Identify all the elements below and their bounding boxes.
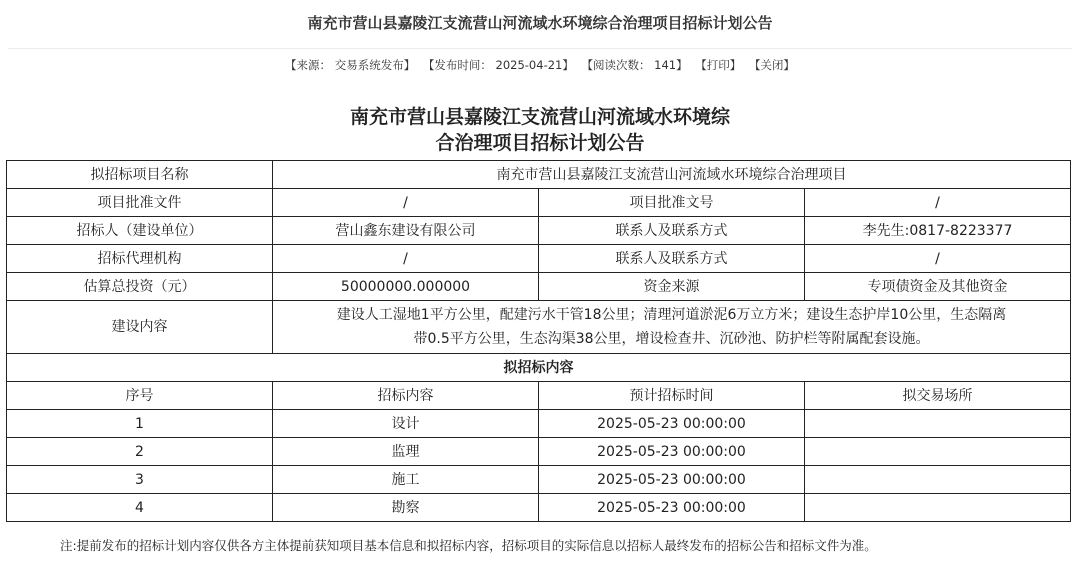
row-time: 2025-05-23 00:00:00 <box>539 410 805 438</box>
column-header: 拟交易场所 <box>805 382 1071 410</box>
contact-label: 联系人及联系方式 <box>539 217 805 245</box>
fund-source-label: 资金来源 <box>539 273 805 301</box>
project-name-label: 拟招标项目名称 <box>7 161 273 189</box>
column-header: 预计招标时间 <box>539 382 805 410</box>
agency-contact-label: 联系人及联系方式 <box>539 245 805 273</box>
read-count: 【阅读次数： 141】 <box>581 58 688 72</box>
row-number: 3 <box>7 466 273 494</box>
close-link[interactable]: 【关闭】 <box>748 58 795 72</box>
row-number: 4 <box>7 494 273 522</box>
table-row <box>7 494 1071 522</box>
row-number: 2 <box>7 438 273 466</box>
row-time: 2025-05-23 00:00:00 <box>539 438 805 466</box>
row-number: 1 <box>7 410 273 438</box>
row-time: 2025-05-23 00:00:00 <box>539 494 805 522</box>
table-row <box>7 189 1071 217</box>
investment-value: 50000000.000000 <box>273 273 539 301</box>
construction-label: 建设内容 <box>7 301 273 354</box>
agency-label: 招标代理机构 <box>7 245 273 273</box>
construction-line2: 带0.5平方公里，生态沟渠38公里，增设检查井、沉砂池、防护栏等附属配套设施。 <box>413 331 930 347</box>
row-venue <box>805 410 1071 438</box>
row-time: 2025-05-23 00:00:00 <box>539 466 805 494</box>
row-content: 勘察 <box>273 494 539 522</box>
contact-value: 李先生:0817-8223377 <box>805 217 1071 245</box>
section-title: 拟招标内容 <box>7 354 1071 382</box>
approval-no-value: / <box>805 189 1071 217</box>
table-row <box>7 245 1071 273</box>
tenderer-label: 招标人（建设单位） <box>7 217 273 245</box>
approval-doc-value: / <box>273 189 539 217</box>
project-name-value: 南充市营山县嘉陵江支流营山河流域水环境综合治理项目 <box>273 161 1071 189</box>
document-heading-line2: 合治理项目招标计划公告 <box>435 132 645 154</box>
row-content: 监理 <box>273 438 539 466</box>
table-row <box>7 354 1071 382</box>
approval-no-label: 项目批准文号 <box>539 189 805 217</box>
tender-plan-table <box>6 160 1071 522</box>
table-row <box>7 438 1071 466</box>
print-link[interactable]: 【打印】 <box>695 58 742 72</box>
agency-value: / <box>273 245 539 273</box>
construction-value <box>273 301 1071 354</box>
column-header: 序号 <box>7 382 273 410</box>
row-venue <box>805 438 1071 466</box>
table-row <box>7 273 1071 301</box>
agency-contact-value: / <box>805 245 1071 273</box>
document-heading-line1: 南充市营山县嘉陵江支流营山河流域水环境综 <box>349 106 730 128</box>
table-row <box>7 466 1071 494</box>
source-info: 【来源： 交易系统发布】 <box>285 58 416 72</box>
row-venue <box>805 494 1071 522</box>
table-row <box>7 301 1071 354</box>
row-content: 施工 <box>273 466 539 494</box>
tenderer-value: 营山鑫东建设有限公司 <box>273 217 539 245</box>
table-row <box>7 410 1071 438</box>
page-title: 南充市营山县嘉陵江支流营山河流域水环境综合治理项目招标计划公告 <box>307 14 773 32</box>
publish-time: 【发布时间： 2025-04-21】 <box>422 58 574 72</box>
construction-line1: 建设人工湿地1平方公里，配建污水干管18公里；清理河道淤泥6万立方米；建设生态护岸10公里，生态隔离 <box>336 307 1007 323</box>
row-content: 设计 <box>273 410 539 438</box>
column-header: 招标内容 <box>273 382 539 410</box>
header-divider <box>8 48 1072 49</box>
table-row <box>7 161 1071 189</box>
fund-source-value: 专项债资金及其他资金 <box>805 273 1071 301</box>
document-heading <box>0 104 1080 156</box>
disclaimer-note: 注:提前发布的招标计划内容仅供各方主体提前获知项目基本信息和拟招标内容，招标项目的实际信息以招标人最终发布的招标公告和招标文件为准。 <box>60 538 877 553</box>
meta-bar <box>0 57 1080 73</box>
table-header-row <box>7 382 1071 410</box>
approval-doc-label: 项目批准文件 <box>7 189 273 217</box>
investment-label: 估算总投资（元） <box>7 273 273 301</box>
row-venue <box>805 466 1071 494</box>
table-row <box>7 217 1071 245</box>
